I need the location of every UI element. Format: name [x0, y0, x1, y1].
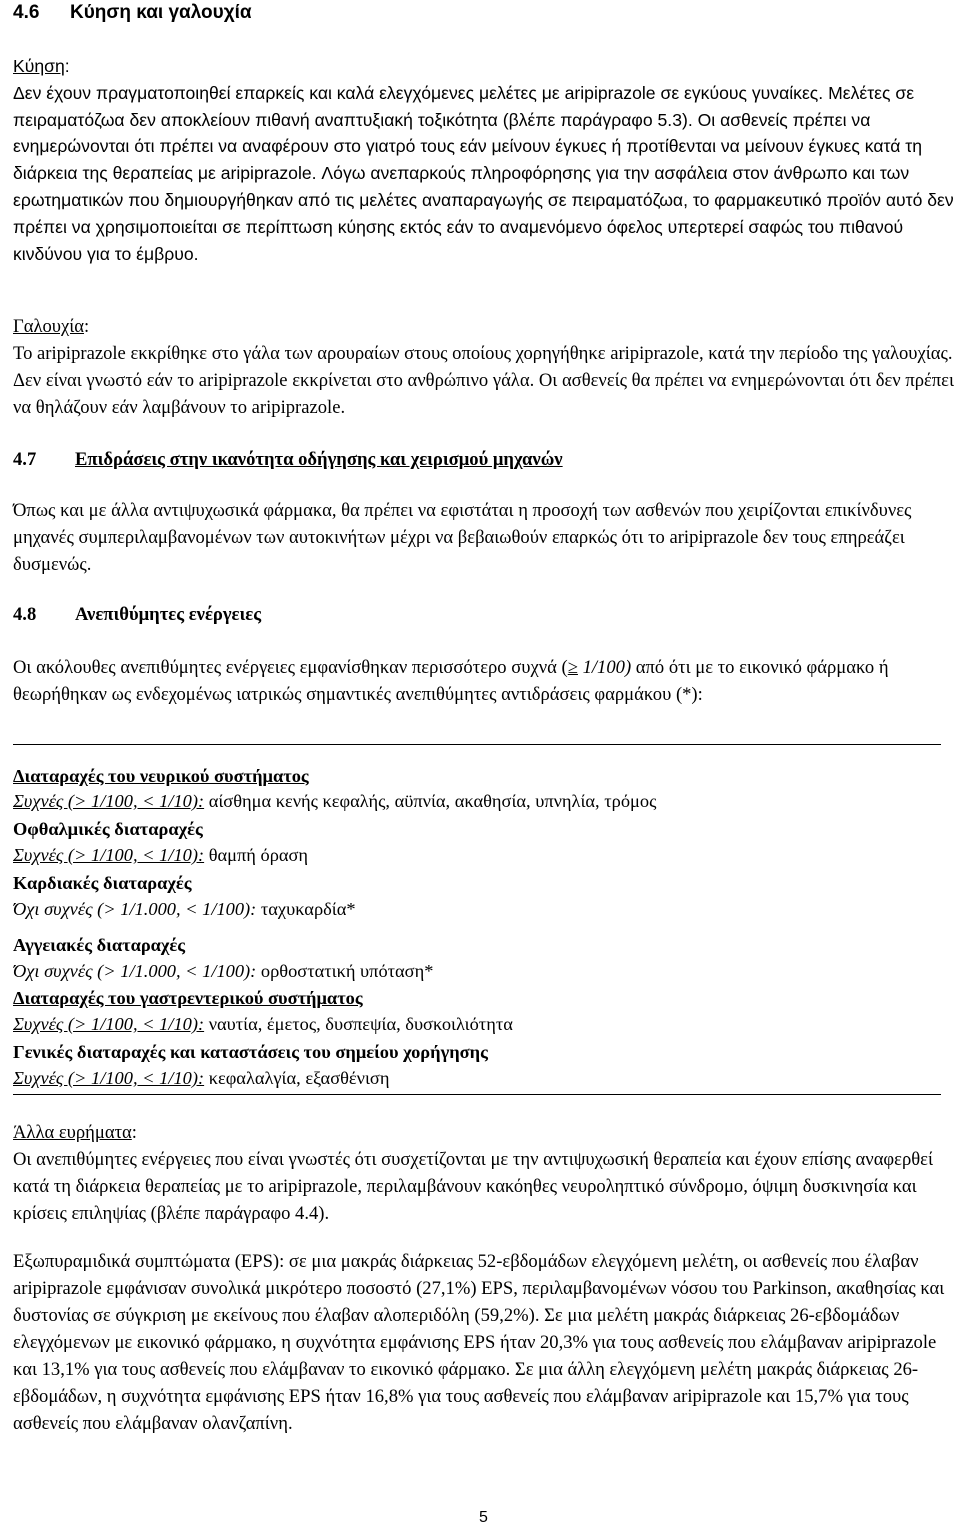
table-bottom-rule — [13, 1094, 941, 1095]
ae-frequency: Συχνές (> 1/100, < 1/10): — [13, 791, 205, 811]
ae-effects: θαμπή όραση — [204, 845, 309, 865]
pregnancy-label: Κύηση — [13, 56, 65, 76]
intro-threshold-value: 1/100) — [577, 657, 632, 678]
section-title: Επιδράσεις στην ικανότητα οδήγησης και χειρισμού μηχανών — [75, 449, 563, 470]
section-4-7-heading — [13, 449, 563, 471]
ae-effects: αίσθημα κενής κεφαλής, αϋπνία, ακαθησία, υπνηλία, τρόμος — [204, 791, 657, 811]
page-number: 5 — [479, 1509, 488, 1526]
other-findings-text: Οι ανεπιθύμητες ενέργειες που είναι γνωστές ότι συσχετίζονται με την αντιψυχωσική θεραπεία και έχουν επίσης αναφερθεί κατά τη διάρκεια θεραπείας με το aripiprazole, περιλαμβάνουν κακόηθες νευροληπτικό σύνδρομο, όψιμη δυσκινησία και κρίσεις επιληψίας (βλέπε παράγραφο 4.4). — [13, 1149, 933, 1224]
adverse-intro-paragraph — [13, 654, 958, 708]
ae-group-row — [13, 1012, 958, 1036]
section-number: 4.8 — [13, 604, 37, 625]
ae-group-row — [13, 843, 958, 867]
ae-group-header: Διαταραχές του νευρικού συστήματος — [13, 766, 309, 786]
ae-frequency: Συχνές (> 1/100, < 1/10): — [13, 1068, 205, 1088]
ae-frequency: Όχι συχνές (> 1/1.000, < 1/100): — [13, 899, 257, 919]
other-findings-label: Άλλα ευρήματα — [13, 1122, 132, 1143]
ae-frequency: Συχνές (> 1/100, < 1/10): — [13, 845, 205, 865]
section-number: 4.6 — [13, 2, 40, 23]
section-number: 4.7 — [13, 449, 37, 470]
ae-effects: ορθοστατική υπόταση* — [256, 961, 434, 981]
ae-frequency: Συχνές (> 1/100, < 1/10): — [13, 1014, 205, 1034]
table-top-rule — [13, 744, 941, 745]
ae-group-header: Διαταραχές του γαστρεντερικού συστήματος — [13, 988, 363, 1008]
ae-group-header: Αγγειακές διαταραχές — [13, 935, 186, 955]
intro-text-continued: από ότι με το εικονικό φάρμακο ή θεωρήθηκαν ως ενδεχομένως ιατρικώς σημαντικές ανεπιθύμητες αντιδράσεις φαρμάκου (*): — [13, 657, 889, 705]
section-4-6-heading — [13, 2, 252, 24]
ae-group-row — [13, 897, 958, 921]
section-title: Κύηση και γαλουχία — [70, 2, 252, 23]
ae-group-header: Γενικές διαταραχές και καταστάσεις του σημείου χορήγησης — [13, 1042, 488, 1062]
eps-paragraph: Εξωπυραμιδικά συμπτώματα (EPS): σε μια μακράς διάρκειας 52-εβδομάδων ελεγχόμενη μελέτη, οι ασθενείς που έλαβαν aripiprazole εμφάνισαν συνολικά μικρότερο ποσοστό (27,1%) EPS, περιλαμβανομένων νόσου του Parkinson, ακαθησίας και δυστονίας σε σύγκριση με εκείνους που έλαβαν αλοπεριδόλη (59,2%). Σε μια μελέτη μακράς διάρκειας 26-εβδομάδων ελεγχόμενων με εικονικό φάρμακο, η συχνότητα εμφάνισης EPS ήταν 20,3% για τους ασθενείς που ελάμβαναν aripiprazole και 13,1% για τους ασθενείς που ελάμβαναν το εικονικό φάρμακο. Σε μια άλλη ελεγχόμενη μελέτη μακράς διάρκειας 26-εβδομάδων, η συχνότητα εμφάνισης EPS ήταν 16,8% για τους ασθενείς που ελάμβαναν aripiprazole και 15,7% για τους ασθενείς που ελάμβαναν ολανζαπίνη. — [13, 1251, 945, 1434]
ae-effects: ναυτία, έμετος, δυσπεψία, δυσκοιλιότητα — [204, 1014, 513, 1034]
intro-text: Οι ακόλουθες ανεπιθύμητες ενέργειες εμφανίσθηκαν περισσότερο συχνά ( — [13, 657, 568, 678]
ae-group-row — [13, 789, 958, 813]
pregnancy-paragraph: Κύηση: Δεν έχουν πραγματοποιηθεί επαρκείς και καλά ελεγχόμενες μελέτες με aripiprazole σε εγκύους γυναίκες. Μελέτες σε πειραματόζωα δεν αποκλείουν πιθανή αναπτυξιακή τοξικότητα (βλέπε παράγραφο 5.3). Οι ασθενείς πρέπει να ενημερώνονται ότι πρέπει να αναφέρουν στο γιατρό τους εάν μείνουν έγκυες ή προτίθενται να μείνουν έγκυες κατά τη διάρκεια της θεραπείας με aripiprazole. Λόγω ανεπαρκούς πληροφόρησης για την ασφάλεια στον άνθρωπο και των ερωτηματικών που δημιουργήθηκαν από τις μελέτες αναπαραγωγής σε πειραματόζωα, το φαρμακευτικό προϊόν αυτό δεν πρέπει να χρησιμοποιείται σε περίπτωση κύησης εκτός εάν το αναμενόμενο όφελος υπερτερεί σαφώς του πιθανού κινδύνου για το έμβρυο. — [13, 53, 958, 267]
ae-group-row — [13, 1066, 958, 1090]
ae-group-header: Καρδιακές διαταραχές — [13, 873, 192, 893]
section-title: Ανεπιθύμητες ενέργειες — [75, 604, 262, 625]
ae-group-header: Οφθαλμικές διαταραχές — [13, 819, 203, 839]
ae-group-row — [13, 959, 958, 983]
lactation-label: Γαλουχία — [13, 316, 85, 337]
ae-frequency: Όχι συχνές (> 1/1.000, < 1/100): — [13, 961, 257, 981]
driving-paragraph: Όπως και με άλλα αντιψυχωσικά φάρμακα, θα πρέπει να εφιστάται η προσοχή των ασθενών που χειρίζονται επικίνδυνες μηχανές συμπεριλαμβανομένων των αυτοκινήτων μέχρι να βεβαιωθούν επαρκώς ότι το aripiprazole δεν τους επηρεάζει δυσμενώς. — [13, 500, 912, 575]
intro-threshold-symbol: ≥ — [567, 657, 578, 678]
section-4-8-heading — [13, 604, 261, 626]
ae-effects: κεφαλαλγία, εξασθένιση — [204, 1068, 390, 1088]
pregnancy-text: Δεν έχουν πραγματοποιηθεί επαρκείς και καλά ελεγχόμενες μελέτες με aripiprazole σε εγκύους γυναίκες. Μελέτες σε πειραματόζωα δεν αποκλείουν πιθανή αναπτυξιακή τοξικότητα (βλέπε παράγραφο 5.3). Οι ασθενείς πρέπει να ενημερώνονται ότι πρέπει να αναφέρουν στο γιατρό τους εάν μείνουν έγκυες ή προτίθενται να μείνουν έγκυες κατά τη διάρκεια της θεραπείας με aripiprazole. Λόγω ανεπαρκούς πληροφόρησης για την ασφάλεια στον άνθρωπο και των ερωτηματικών που δημιουργήθηκαν από τις μελέτες αναπαραγωγής σε πειραματόζωα, το φαρμακευτικό προϊόν αυτό δεν πρέπει να χρησιμοποιείται σε περίπτωση κύησης εκτός εάν το αναμενόμενο όφελος υπερτερεί σαφώς του πιθανού κινδύνου για το έμβρυο. — [13, 82, 954, 264]
lactation-text: Το aripiprazole εκκρίθηκε στο γάλα των αρουραίων στους οποίους χορηγήθηκε aripiprazole, κατά την περίοδο της γαλουχίας. Δεν είναι γνωστό εάν το aripiprazole εκκρίνεται στο ανθρώπινο γάλα. Οι ασθενείς θα πρέπει να ενημερώνονται ότι δεν πρέπει να θηλάζουν εάν λαμβάνουν το aripiprazole. — [13, 343, 954, 418]
lactation-paragraph: Γαλουχία: Το aripiprazole εκκρίθηκε στο γάλα των αρουραίων στους οποίους χορηγήθηκε aripiprazole, κατά την περίοδο της γαλουχίας. Δεν είναι γνωστό εάν το aripiprazole εκκρίνεται στο ανθρώπινο γάλα. Οι ασθενείς θα πρέπει να ενημερώνονται ότι δεν πρέπει να θηλάζουν εάν λαμβάνουν το aripiprazole. — [13, 313, 958, 421]
other-findings-paragraph: Άλλα ευρήματα: Οι ανεπιθύμητες ενέργειες που είναι γνωστές ότι συσχετίζονται με την αντιψυχωσική θεραπεία και έχουν επίσης αναφερθεί κατά τη διάρκεια θεραπείας με το aripiprazole, περιλαμβάνουν κακόηθες νευροληπτικό σύνδρομο, όψιμη δυσκινησία και κρίσεις επιληψίας (βλέπε παράγραφο 4.4). — [13, 1119, 958, 1227]
ae-effects: ταχυκαρδία* — [256, 899, 356, 919]
